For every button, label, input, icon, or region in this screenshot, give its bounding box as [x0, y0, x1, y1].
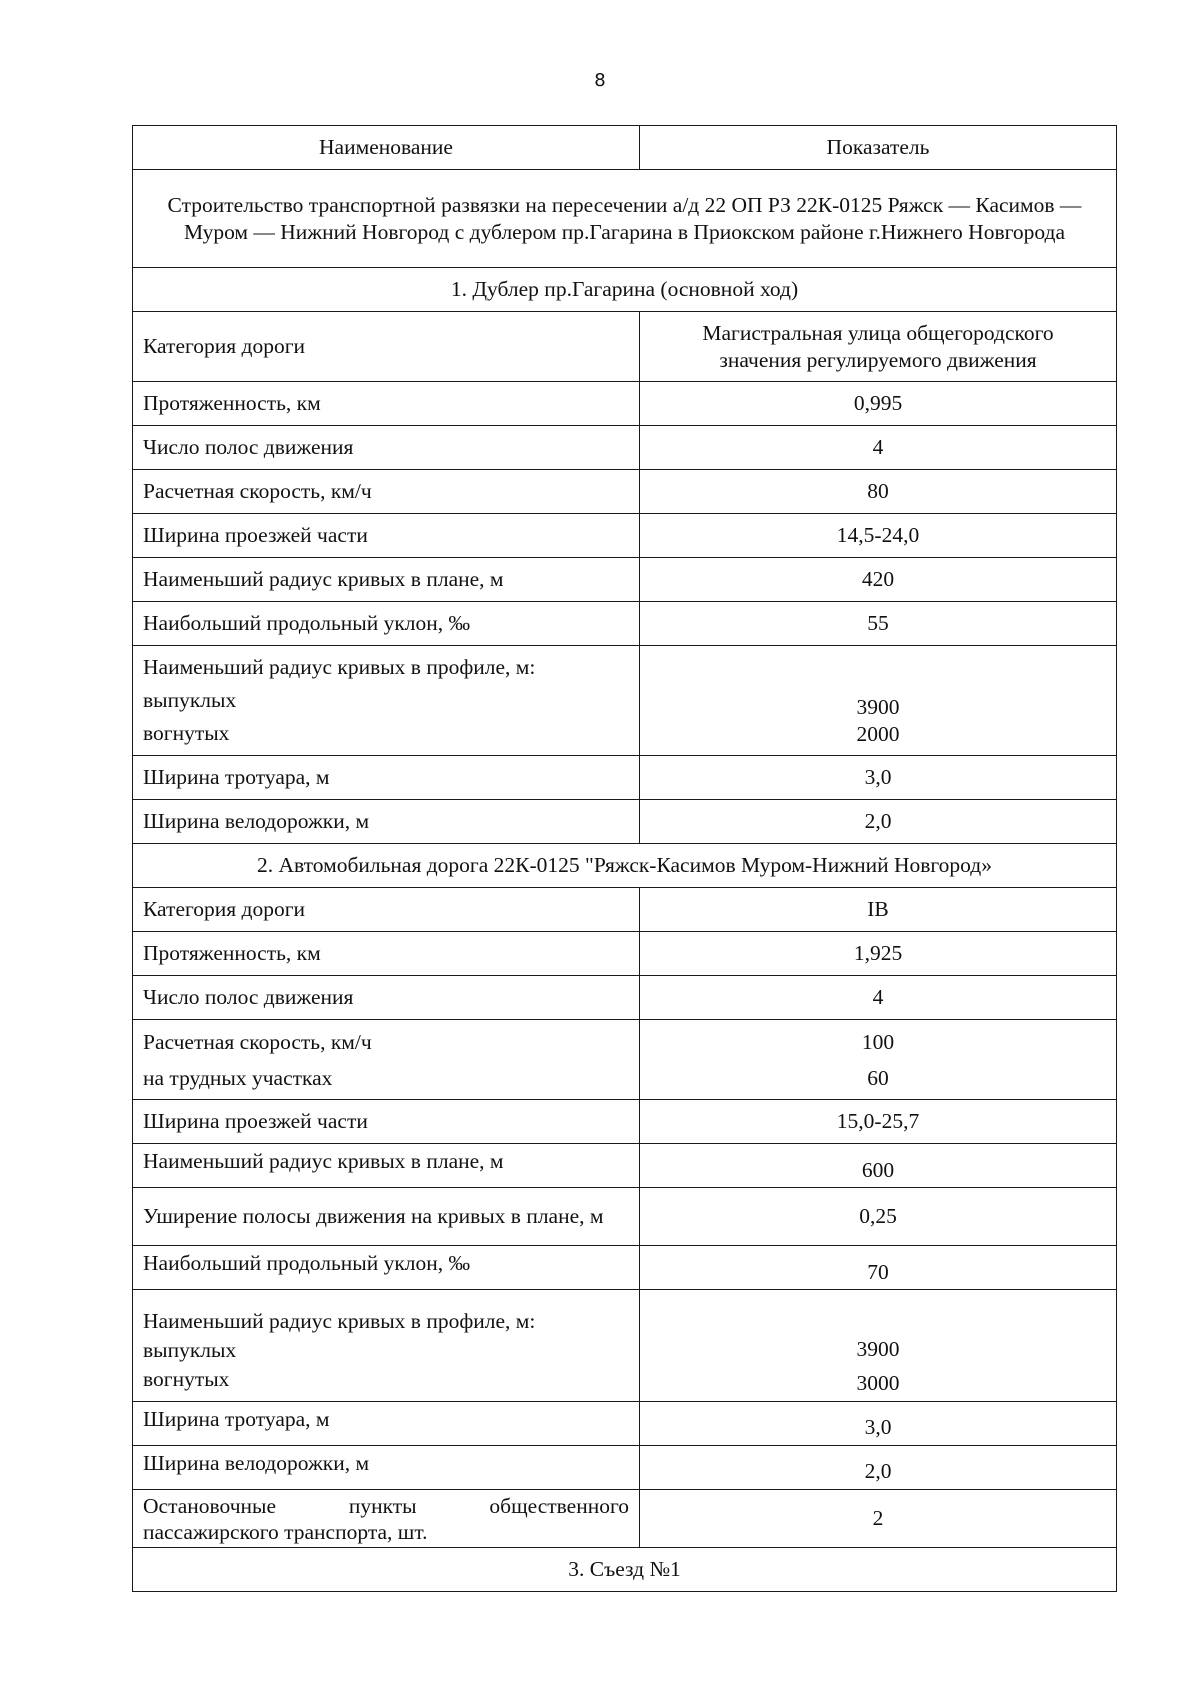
- table-row: [133, 976, 1117, 1020]
- row-label: Число полос движения: [133, 426, 640, 470]
- table-row: [133, 470, 1117, 514]
- convex-value: 3900: [856, 1336, 900, 1361]
- row-label: Уширение полосы движения на кривых в плане, м: [133, 1188, 640, 1246]
- row-label: Протяженность, км: [133, 932, 640, 976]
- row-value: Магистральная улица общегородского значения регулируемого движения: [640, 312, 1117, 382]
- table-row: [133, 1246, 1117, 1290]
- row-value: 0,995: [640, 382, 1117, 426]
- row-value: 14,5-24,0: [640, 514, 1117, 558]
- table-row: [133, 312, 1117, 382]
- speed-value: 100: [861, 1029, 895, 1054]
- row-value: [640, 1290, 1117, 1402]
- concave-value: 2000: [856, 721, 900, 746]
- section-2-title-row: [133, 844, 1117, 888]
- table-row: [133, 1144, 1117, 1188]
- table-row: [133, 1100, 1117, 1144]
- section-3-title-row: [133, 1548, 1117, 1592]
- table-row: [133, 888, 1117, 932]
- row-label: Ширина тротуара, м: [133, 756, 640, 800]
- table-header-row: [133, 126, 1117, 170]
- section-1-title: 1. Дублер пр.Гагарина (основной ход): [133, 268, 1117, 312]
- row-value: 1,925: [640, 932, 1117, 976]
- row-label: [133, 1020, 640, 1100]
- table-row: [133, 1188, 1117, 1246]
- row-value: 4: [640, 976, 1117, 1020]
- convex-value: 3900: [856, 694, 900, 719]
- row-label: Число полос движения: [133, 976, 640, 1020]
- row-value: 55: [640, 602, 1117, 646]
- row-label: Ширина проезжей части: [133, 514, 640, 558]
- table-row: [133, 426, 1117, 470]
- row-value: 80: [640, 470, 1117, 514]
- row-label: Наибольший продольный уклон, ‰: [133, 1246, 640, 1290]
- profile-label: Наименьший радиус кривых в профиле, м:: [143, 655, 536, 679]
- row-label: Ширина проезжей части: [133, 1100, 640, 1144]
- parameters-table: [132, 125, 1117, 1592]
- table-row: [133, 602, 1117, 646]
- row-label: Ширина тротуара, м: [133, 1402, 640, 1446]
- concave-label: вогнутых: [143, 721, 230, 745]
- table-row: [133, 382, 1117, 426]
- table-row: [133, 646, 1117, 756]
- speed-label: Расчетная скорость, км/ч: [143, 1029, 372, 1054]
- row-value: 600: [640, 1144, 1117, 1188]
- convex-label: выпуклых: [143, 1338, 237, 1362]
- table-row: [133, 1020, 1117, 1100]
- table-row: [133, 756, 1117, 800]
- convex-label: выпуклых: [143, 688, 237, 712]
- row-label: Ширина велодорожки, м: [133, 800, 640, 844]
- row-label: Наименьший радиус кривых в плане, м: [133, 558, 640, 602]
- table-row: [133, 1402, 1117, 1446]
- speed-difficult-value: 60: [867, 1065, 889, 1090]
- page-number: 8: [594, 70, 606, 91]
- row-value: 420: [640, 558, 1117, 602]
- table-row: [133, 558, 1117, 602]
- speed-difficult-label: на трудных участках: [143, 1065, 333, 1090]
- row-label: Категория дороги: [133, 888, 640, 932]
- row-label: Остановочные пункты общественного пассажирского транспорта, шт.: [133, 1490, 640, 1548]
- row-value: 4: [640, 426, 1117, 470]
- concave-value: 3000: [856, 1370, 900, 1395]
- row-value: 3,0: [640, 1402, 1117, 1446]
- concave-label: вогнутых: [143, 1367, 230, 1391]
- row-value: 0,25: [640, 1188, 1117, 1246]
- row-value: 3,0: [640, 756, 1117, 800]
- section-1-title-row: [133, 268, 1117, 312]
- table-row: [133, 1490, 1117, 1548]
- section-2-title: 2. Автомобильная дорога 22К-0125 "Ряжск-Касимов Муром-Нижний Новгород»: [133, 844, 1117, 888]
- table-row: [133, 1446, 1117, 1490]
- table-row: [133, 932, 1117, 976]
- row-value: 2,0: [640, 1446, 1117, 1490]
- section-3-title: 3. Съезд №1: [133, 1548, 1117, 1592]
- header-name: Наименование: [133, 126, 640, 170]
- table-row: [133, 514, 1117, 558]
- table-row: [133, 1290, 1117, 1402]
- row-label: Наибольший продольный уклон, ‰: [133, 602, 640, 646]
- profile-label: Наименьший радиус кривых в профиле, м:: [143, 1309, 536, 1333]
- row-label: Протяженность, км: [133, 382, 640, 426]
- row-label: [133, 646, 640, 756]
- row-value: 70: [640, 1246, 1117, 1290]
- table-title: Строительство транспортной развязки на пересечении а/д 22 ОП РЗ 22К-0125 Ряжск — Касимов — Муром — Нижний Новгород с дублером пр.Гагарина в Приокском районе г.Нижнего Новгорода: [133, 170, 1117, 268]
- header-indicator: Показатель: [640, 126, 1117, 170]
- table-title-row: [133, 170, 1117, 268]
- row-value: [640, 1020, 1117, 1100]
- row-label: Расчетная скорость, км/ч: [133, 470, 640, 514]
- row-label: [133, 1290, 640, 1402]
- row-value: IB: [640, 888, 1117, 932]
- row-label: Наименьший радиус кривых в плане, м: [133, 1144, 640, 1188]
- row-value: 2: [640, 1490, 1117, 1548]
- row-label: Категория дороги: [133, 312, 640, 382]
- row-label: Ширина велодорожки, м: [133, 1446, 640, 1490]
- row-value: 15,0-25,7: [640, 1100, 1117, 1144]
- row-value: [640, 646, 1117, 756]
- table-row: [133, 800, 1117, 844]
- row-value: 2,0: [640, 800, 1117, 844]
